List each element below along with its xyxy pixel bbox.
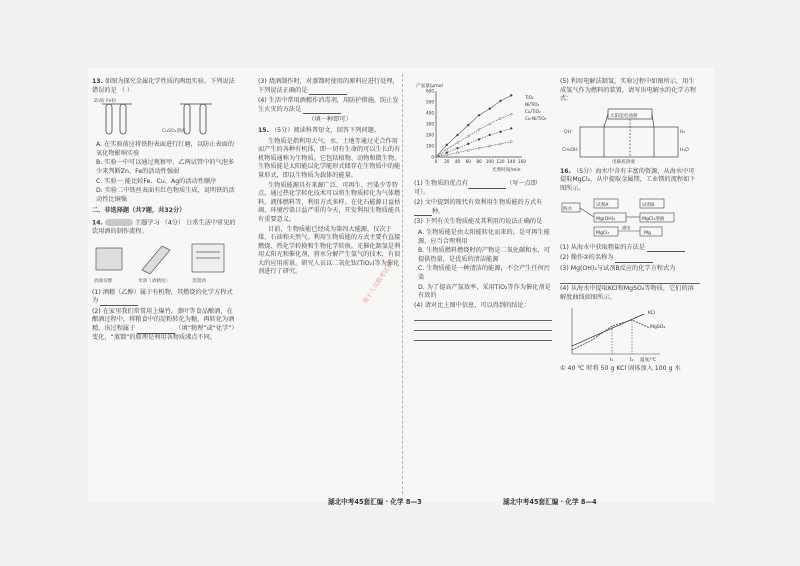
q16-flowchart: [560, 197, 700, 241]
data-point: [478, 147, 480, 149]
flow-seawater: 海水: [563, 206, 573, 212]
data-point: [467, 149, 469, 151]
y-tick-label: 300: [426, 121, 434, 127]
q15-item-1: [414, 180, 552, 197]
answer-line[interactable]: [560, 275, 700, 284]
answer-line[interactable]: [414, 332, 552, 341]
data-point: [467, 135, 469, 137]
answer-blank[interactable]: [414, 209, 432, 216]
q16-item-3: [560, 265, 700, 274]
data-point: [489, 134, 491, 136]
column-2: [258, 78, 402, 278]
q14-item-1: [92, 289, 237, 306]
q13-option-d: D. 实验二中铁丝表面有红色物质生成，说明铁的活动性比铜强: [96, 187, 235, 203]
q14-item-4-tail: 措施，防止发生火灾的方法是: [258, 97, 399, 113]
q15-item-2-text: (2) 文中提到的现代有效利用生物质能的方式有: [414, 199, 543, 207]
x-tick-label: 0: [434, 159, 438, 164]
section-2-heading: 二、非选择题（共7题，共32分）: [92, 207, 186, 215]
q13-figure: [92, 98, 237, 138]
data-point: [500, 118, 502, 120]
page-fold: [402, 74, 404, 494]
answer-blank[interactable]: [303, 107, 341, 114]
answer-blank[interactable]: [137, 327, 175, 334]
y-tick-label: 100: [426, 143, 434, 149]
q16-item-1-text: (1) 从海水中获取粗盐的方法是: [560, 243, 645, 251]
diagram-label-h2: H₂: [680, 129, 686, 135]
legend-entry: Cu-Ni/TiO₂: [525, 116, 547, 121]
x-tick-label: 160: [518, 159, 526, 164]
y-tick-label: 0: [431, 154, 434, 160]
q15-item-1-text: (1) 生物质的优点有: [414, 180, 469, 187]
data-point: [457, 134, 459, 136]
column-3: [414, 78, 552, 342]
sol-label-mgso4: MgSO₄: [650, 324, 666, 330]
flow-electrolysis: 通电: [622, 224, 631, 230]
data-point: [510, 113, 512, 115]
sol-label-temp: 温度/℃: [640, 357, 656, 362]
y-tick-label: 400: [426, 110, 434, 116]
q16-item-2: [560, 254, 700, 263]
q13-option-c: C. 实验一 能比较Fe、Cu、Ag的活动性顺序: [96, 177, 217, 185]
q14-fig-label-1: 酒曲发酵: [94, 278, 113, 284]
diagram-label-panel: 太阳能电池板: [610, 113, 638, 119]
answer-blank[interactable]: [309, 88, 347, 95]
flow-reagent-b: 试剂B: [642, 202, 655, 208]
series-line: [436, 95, 511, 157]
sol-label-t1: t₁: [610, 357, 614, 362]
y-axis-label: 产氢量/μmol: [416, 84, 443, 89]
x-tick-label: 60: [465, 159, 471, 164]
q13-option-a: A. 在实验前应将铁粉表面进行打磨，以防止表面的氧化物影响实验: [96, 141, 234, 157]
data-point: [510, 127, 512, 129]
data-point: [510, 141, 512, 143]
q15-paragraph-3: 目前，生物质能已经成为第四大能源，仅次于煤、石油和天然气。利用生物质能的方式主要有直接燃烧、热化学转换和生物化学转换。光催化制氢是利用太阳光和催化剂，将水分解产生氢气的技术，有很大的应用前景。研究人员以二氧化钛(TiO₂)等为催化剂进行了研究。: [258, 225, 401, 276]
q14-stem: 日常生活中常见的饮用酒的制作流程。: [92, 219, 236, 236]
flow-mg: Mg: [644, 230, 651, 236]
q14-item-4-text: (4) 生活中常用酒精作消毒剂，用防护: [258, 97, 362, 105]
data-point: [500, 143, 502, 145]
data-point: [500, 131, 502, 133]
answer-blank[interactable]: [468, 182, 506, 189]
q13-fig-a-label: Zn粉 Fe粉: [94, 99, 116, 105]
q14-fig-label-2: 米酒（酒精度）: [138, 278, 171, 284]
data-point: [457, 147, 459, 149]
q15-option-b: B. 生物质燃料燃烧时的产物是二氧化碳和水，可提供热量，是优质的清洁能源: [418, 247, 550, 263]
footer-right-page: 8—4: [580, 498, 597, 506]
footer-left: [328, 496, 422, 506]
q16-number: 16.: [560, 167, 571, 175]
q13-bracket: （ ）: [118, 86, 134, 94]
x-tick-label: 20: [444, 159, 450, 164]
footer-left-title: 湖北中考45套汇编 · 化学: [328, 498, 404, 506]
q14-item-4: [258, 97, 402, 114]
q14-item-2-text: (2) 在家里我们常常用上爆竹，蒸叶等食品酿酒，在酿酒过程中，将粮食中的淀粉转化为糖，再转化为酒精，该过程属于: [92, 307, 235, 332]
q16-stem: （5分）海水中含有丰富的资源，从海水中可提取MgCl₂，从中提取金属镁，工业镁的流程如下图所示。: [560, 167, 696, 192]
data-point: [478, 138, 480, 140]
diagram-label-h2o: H₂O: [680, 147, 689, 153]
q15-item-1-tail: （写一点即可）。: [414, 180, 537, 196]
x-tick-label: 40: [454, 159, 461, 164]
q14-figure: [92, 240, 237, 286]
data-point: [467, 143, 469, 145]
answer-line[interactable]: [414, 322, 552, 331]
q15-option-c: C. 生物质能是一种清洁的能源，不会产生任何污染: [418, 265, 551, 281]
data-point: [489, 123, 491, 125]
answer-blank[interactable]: [100, 299, 138, 306]
data-point: [435, 156, 437, 158]
y-tick-label: 600: [426, 88, 434, 94]
q13-option-b: B. 实验一中可以通过观察甲、乙两试管中的气泡多少来判断Zn、Fe的活动性强弱: [96, 159, 235, 175]
solubility-svg: [560, 306, 680, 362]
data-point: [467, 124, 469, 126]
question-14: [92, 219, 237, 237]
x-tick-label: 120: [496, 159, 505, 164]
wine-making-figure: [92, 240, 232, 280]
data-point: [446, 144, 448, 146]
flow-mgcl2-solution: MgCl₂溶液: [642, 216, 665, 222]
data-point: [489, 145, 491, 147]
q14-item-2: [92, 308, 237, 342]
solubility-chart: [560, 306, 700, 362]
data-point: [457, 142, 459, 144]
question-13: [92, 78, 237, 95]
q15-paragraph-1: 生物质是指利用大气、水、土地等通过光合作用而产生的各种有机体，即一切有生命的可以生长的有机物质通称为生物质。它包括植物、动物和微生物。生物质能是太阳能以化学能形式储存在生物质中的能量形式，即以生物质为载体的能量。: [258, 137, 401, 179]
data-point: [510, 94, 512, 96]
q16-item-1: [560, 244, 700, 253]
q15-number: 15.: [258, 126, 269, 134]
legend-entry: Cu/TiO₂: [525, 109, 541, 114]
q14-item-3: [258, 78, 402, 95]
q15-option-d: D. 为了提高产氢效率，采用TiO₂等作为催化剂是有效的: [418, 283, 551, 300]
flow-mgoh2: Mg(OH)₂: [596, 216, 616, 222]
q13-fig-b-label: CuSO₄溶液: [162, 129, 186, 135]
q13-number: 13.: [92, 78, 103, 85]
sol-label-t2: t₂: [630, 357, 634, 362]
q15-paragraph-2: 生物质能源具有来源广泛、可再生、污染少等特点。通过热化学转化技术可以将生物质转化为气体燃料、液体燃料等，利用方式多样。在化石能源日益枯竭、环境污染日益严重的今天，开发利用生物质能具有重要意义。: [258, 181, 401, 223]
data-point: [446, 148, 448, 150]
q15-item-4: (4) 请对比上图中信息，可以得到的结论：: [414, 301, 530, 309]
x-axis-label: 光照时间/min: [492, 168, 521, 173]
q14-fig-label-3: 蒸馏酒: [192, 278, 206, 284]
flowchart-svg: [560, 197, 698, 241]
q15-item-2: [414, 199, 552, 216]
q14-score: （4分）: [161, 219, 185, 227]
column-1: [92, 78, 237, 344]
q15-item-5: (5) 利用电解法制氢，实验过程中如图所示，用生成氢气作为燃料的装置，请写出电解水的化学方程式：: [560, 78, 697, 103]
data-point: [500, 100, 502, 102]
q15-item-3: (3) 下列有关生物质能及其利用的说法正确的是: [414, 218, 543, 226]
footer-right-title: 湖北中考45套汇编 · 化学: [503, 498, 579, 506]
electrolysis-svg: [560, 107, 698, 165]
q14-item-1-text: (1) 酒精（乙醇）属于有机物，其燃烧的化学方程式为: [92, 288, 233, 305]
data-point: [446, 152, 448, 154]
y-tick-label: 500: [426, 99, 434, 105]
q15-stem: （5分）阅读科普短文，回答下列问题。: [270, 126, 381, 134]
q14-item-2-tail: （填“物理”或“化学”）变化，“蒸馏”的原理是利用各物质沸点不同。: [92, 325, 235, 341]
answer-line[interactable]: [414, 312, 552, 321]
hydrogen-chart-svg: [414, 81, 552, 177]
flow-reagent-a: 试剂A: [596, 202, 609, 208]
x-tick-label: 100: [485, 159, 494, 164]
q15-item-2-tail: 种。: [432, 207, 445, 215]
q14-topic: 主题学习: [134, 219, 160, 227]
q16-item-4: (4) 从海水中提取KCl和MgSO₄等物质，它们的溶解度曲线如图所示。: [560, 285, 694, 301]
data-point: [457, 152, 459, 154]
q14-item-3-text: (3) 烧酒制作时，对蒸馏时使用的原料应进行处理，下列说法正确的是: [258, 78, 399, 94]
column-4: [560, 78, 700, 375]
q16-item-2-text: (2) 操作②的名称为: [560, 254, 614, 262]
legend-entry: Ni/TiO₂: [525, 102, 540, 107]
footer-left-page: 8—3: [405, 498, 422, 506]
q15-option-a: A. 生物质能是由太阳能转化而来的，是可再生能源，应当合理利用: [418, 228, 550, 245]
q16-item-5: ① 40 ℃ 时将 50 g KCl 固体加入 100 g 水: [560, 364, 681, 372]
x-tick-label: 140: [507, 159, 516, 164]
q16-item-3-text: (3) Mg(OH)₂与试剂B反应的化学方程式为: [560, 264, 676, 272]
data-point: [446, 154, 448, 156]
answer-blank[interactable]: [647, 245, 685, 252]
sol-label-kcl: KCl: [648, 310, 656, 316]
q14-end-note: （填一种即可）: [308, 116, 352, 124]
data-point: [478, 114, 480, 116]
data-point: [489, 108, 491, 110]
q14-number: 14.: [92, 219, 103, 227]
footer-right: [503, 496, 597, 506]
x-tick-label: 80: [476, 159, 482, 164]
data-point: [478, 129, 480, 131]
hydrogen-chart: [414, 81, 552, 177]
question-15: [258, 127, 402, 136]
diagram-label-oh: OH⁻: [564, 129, 574, 135]
q13-stem: 如图为探究金属化学性质的两组实验。下列说法错误的是: [92, 78, 235, 94]
flow-mgcl2: MgCl₂: [596, 230, 610, 236]
diagram-label-ch3oh: CH₃OH: [562, 147, 578, 153]
y-tick-label: 200: [426, 132, 434, 138]
electrolysis-diagram: [560, 107, 700, 165]
question-16: [560, 168, 700, 194]
watermark-stamp: 第十八次联考试卷: [361, 261, 395, 306]
answer-blank[interactable]: [615, 256, 653, 263]
legend-entry: TiO₂: [525, 95, 534, 100]
diagram-label-electrolyte: 电解质溶液: [612, 159, 635, 165]
redacted-mark: [105, 219, 133, 226]
